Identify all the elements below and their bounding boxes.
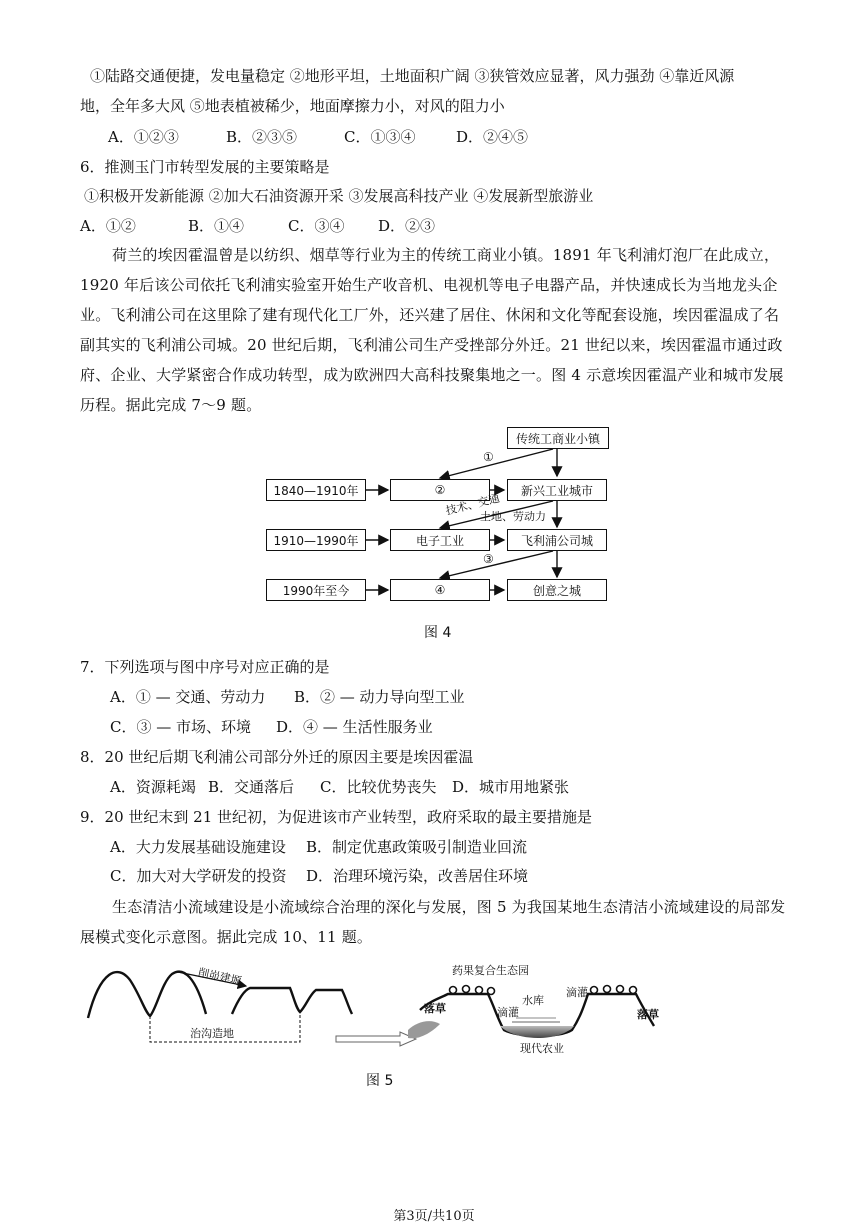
period-box-2: 1910—1990年 bbox=[266, 529, 366, 551]
passage1-line-1: 荷兰的埃因霍温曾是以纺织、烟草等行业为主的传统工商业小镇。1891 年飞利浦灯泡厂在此成立， bbox=[112, 246, 780, 264]
right-box-top: 传统工商业小镇 bbox=[507, 427, 609, 449]
passage1-line-6: 历程。据此完成 7～9 题。 bbox=[80, 396, 262, 414]
q9-choice-a: A．大力发展基础设施建设 bbox=[110, 838, 286, 856]
q8-choice-a: A．资源耗竭 bbox=[110, 778, 196, 796]
q8-choice-c: C．比较优势丧失 bbox=[320, 778, 437, 796]
q9-choice-d: D．治理环境污染，改善居住环境 bbox=[306, 867, 529, 885]
passage2-line-2: 展模式变化示意图。据此完成 10、11 题。 bbox=[80, 928, 373, 946]
passage1-line-3: 业。飞利浦公司在这里除了建有现代化工厂外，还兴建了居住、休闲和文化等配套设施，埃因霍温成了名 bbox=[80, 306, 780, 324]
passage1-line-5: 府、企业、大学紧密合作成功转型，成为欧洲四大高科技聚集地之一。图 4 示意埃因霍温产业和城市发展 bbox=[80, 366, 784, 384]
figure5-caption: 图 5 bbox=[366, 1073, 394, 1089]
grass-left-label: 落草 bbox=[424, 1002, 446, 1015]
q7-stem: 7．下列选项与图中序号对应正确的是 bbox=[80, 658, 330, 676]
q6-items: ①积极开发新能源 ②加大石油资源开采 ③发展高科技产业 ④发展新型旅游业 bbox=[84, 187, 594, 205]
factor-label-2: 土地、劳动力 bbox=[480, 510, 546, 523]
agri-label: 现代农业 bbox=[520, 1042, 564, 1055]
q5-choice-d: D．②④⑤ bbox=[456, 128, 529, 146]
right-box-1: 新兴工业城市 bbox=[507, 479, 607, 501]
page-footer: 第3页/共10页 bbox=[393, 1209, 475, 1224]
orchard-label: 药果复合生态园 bbox=[452, 964, 529, 977]
q7-choice-b: B．② — 动力导向型工业 bbox=[294, 688, 465, 706]
q9-choice-b: B．制定优惠政策吸引制造业回流 bbox=[306, 838, 528, 856]
q7-choice-d: D．④ — 生活性服务业 bbox=[276, 718, 433, 736]
q6-stem: 6．推测玉门市转型发展的主要策略是 bbox=[80, 158, 330, 176]
middle-box-1: ② bbox=[390, 479, 490, 501]
q7-choice-a: A．① — 交通、劳动力 bbox=[110, 688, 266, 706]
passage2-line-1: 生态清洁小流域建设是小流域综合治理的深化与发展，图 5 为我国某地生态清洁小流域建设的局部发 bbox=[112, 898, 786, 916]
q8-choice-b: B．交通落后 bbox=[208, 778, 295, 796]
q5-choice-a: A．①②③ bbox=[108, 128, 179, 146]
q6-choice-d: D．②③ bbox=[378, 217, 436, 235]
arrow-label-3: ③ bbox=[483, 552, 494, 566]
grass-right-label: 落草 bbox=[637, 1008, 659, 1021]
cut-label: 削峁建塬 bbox=[196, 965, 243, 988]
drip-left-label: 滴灌 bbox=[497, 1006, 519, 1019]
fill-label: 治沟造地 bbox=[190, 1027, 234, 1040]
right-box-2: 飞利浦公司城 bbox=[507, 529, 607, 551]
passage1-line-4: 副其实的飞利浦公司城。20 世纪后期，飞利浦公司生产受挫部分外迁。21 世纪以来，埃因霍温市通过政 bbox=[80, 336, 783, 354]
q9-stem: 9．20 世纪末到 21 世纪初，为促进该市产业转型，政府采取的最主要措施是 bbox=[80, 808, 593, 826]
passage1-line-2: 1920 年后该公司依托飞利浦实验室开始生产收音机、电视机等电子电器产品，并快速成长为当地龙头企 bbox=[80, 276, 778, 294]
middle-box-3: ④ bbox=[390, 579, 490, 601]
period-box-1: 1840—1910年 bbox=[266, 479, 366, 501]
q5-option-line-1: ①陆路交通便捷，发电量稳定 ②地形平坦，土地面积广阔 ③狭管效应显著，风力强劲 ④靠近风源 bbox=[90, 67, 735, 85]
q5-choice-c: C．①③④ bbox=[344, 128, 416, 146]
factor-label-1: 技术、交通 bbox=[444, 491, 501, 518]
q5-choice-b: B．②③⑤ bbox=[226, 128, 298, 146]
middle-box-2: 电子工业 bbox=[390, 529, 490, 551]
figure4-caption: 图 4 bbox=[424, 625, 452, 641]
period-box-3: 1990年至今 bbox=[266, 579, 366, 601]
q8-choice-d: D．城市用地紧张 bbox=[452, 778, 570, 796]
q6-choice-b: B．①④ bbox=[188, 217, 245, 235]
drip-right-label: 滴灌 bbox=[566, 986, 588, 999]
q9-choice-c: C．加大对大学研发的投资 bbox=[110, 867, 287, 885]
q8-stem: 8．20 世纪后期飞利浦公司部分外迁的原因主要是埃因霍温 bbox=[80, 748, 474, 766]
q5-option-line-2: 地，全年多大风 ⑤地表植被稀少，地面摩擦力小，对风的阻力小 bbox=[80, 97, 505, 115]
q6-choice-c: C．③④ bbox=[288, 217, 345, 235]
q7-choice-c: C．③ — 市场、环境 bbox=[110, 718, 252, 736]
right-box-3: 创意之城 bbox=[507, 579, 607, 601]
q6-choice-a: A．①② bbox=[80, 217, 136, 235]
arrow-label-1: ① bbox=[483, 450, 494, 464]
reservoir-label: 水库 bbox=[522, 994, 544, 1007]
